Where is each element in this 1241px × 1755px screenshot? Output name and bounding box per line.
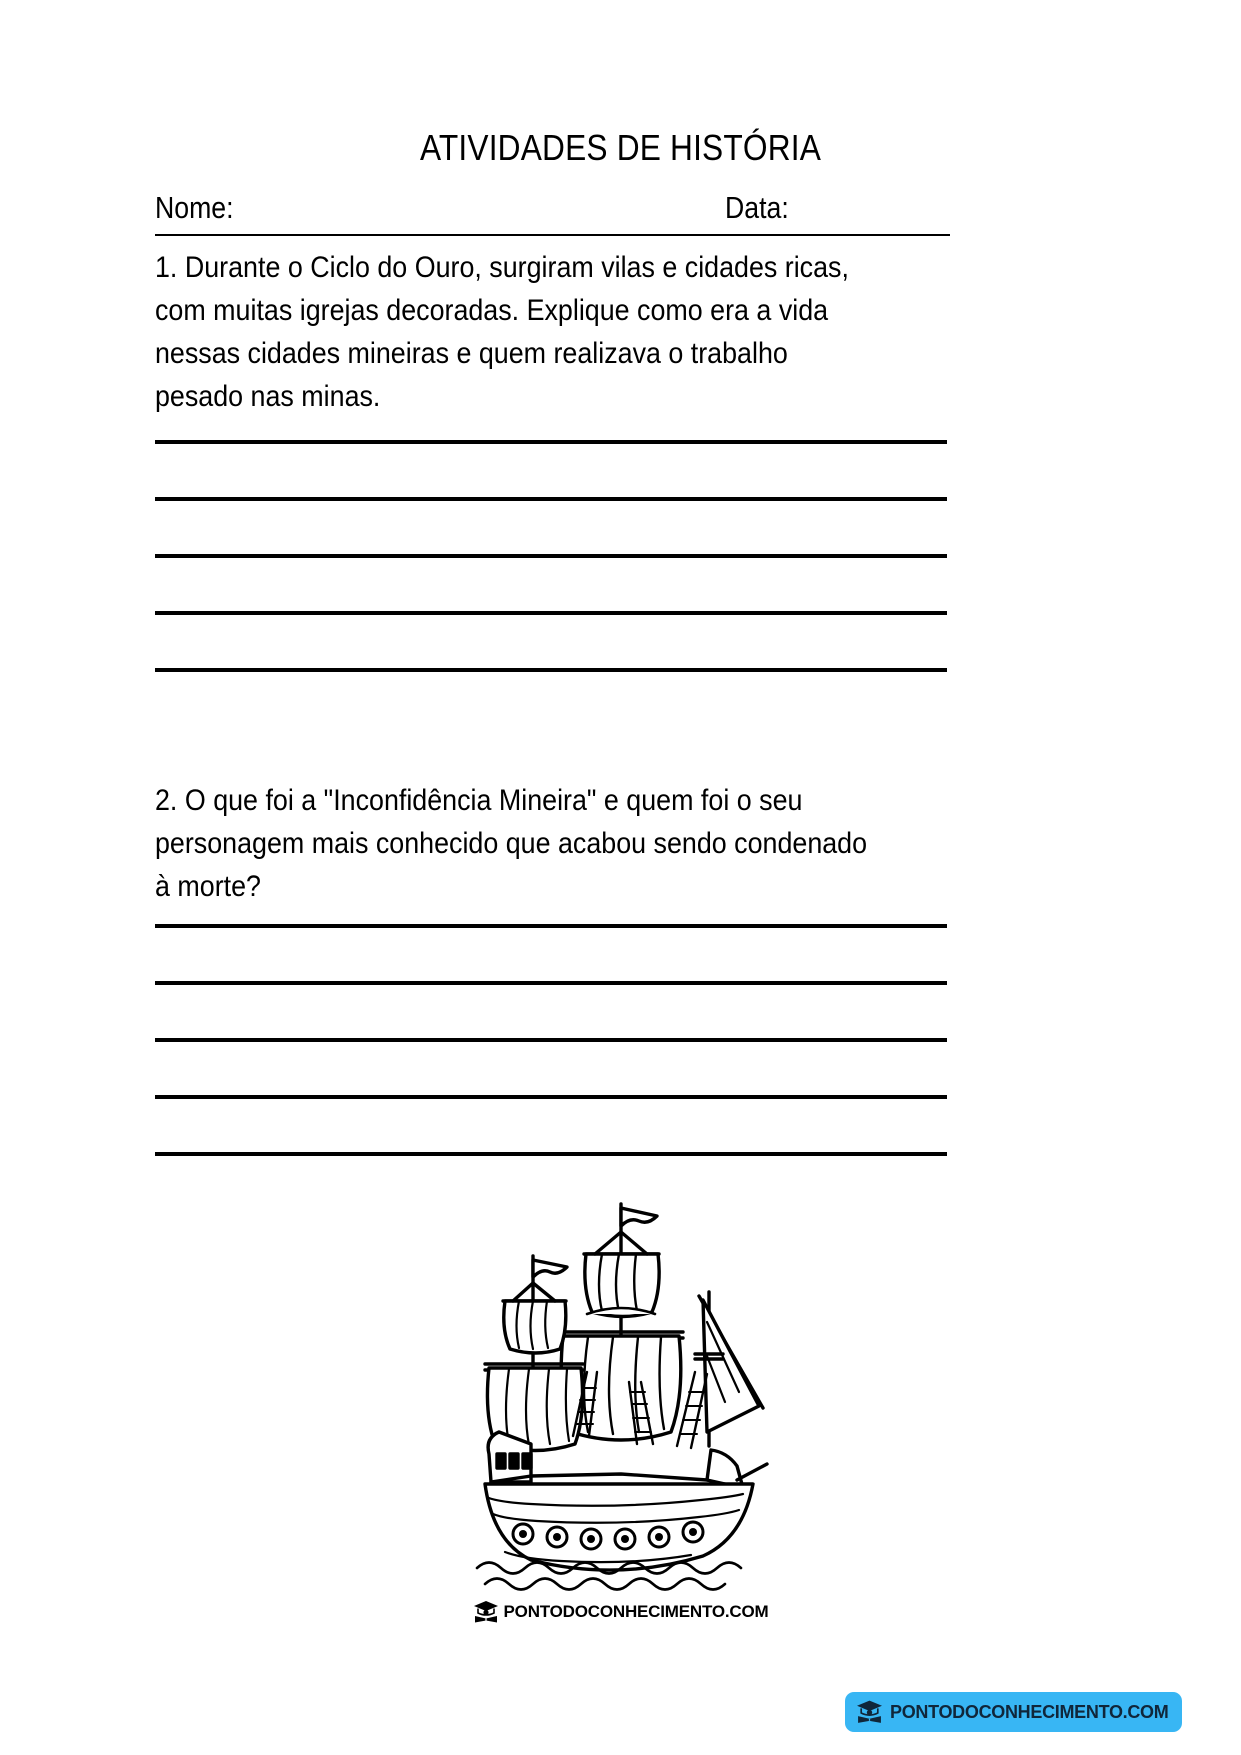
student-identity-row xyxy=(155,188,950,236)
question-1 xyxy=(155,246,955,418)
answer-lines-question-1 xyxy=(155,440,947,672)
name-field-label: Nome: xyxy=(155,190,234,225)
question-1-text-line: 1. Durante o Ciclo do Ouro, surgiram vilas e cidades ricas, xyxy=(155,251,849,284)
question-2-text-line: à morte? xyxy=(155,870,261,903)
answer-line[interactable] xyxy=(155,611,947,615)
brand-badge[interactable] xyxy=(845,1692,1182,1732)
illustration-credit xyxy=(0,1600,1241,1624)
answer-line[interactable] xyxy=(155,924,947,928)
answer-line[interactable] xyxy=(155,1095,947,1099)
caravel-ship-icon xyxy=(471,1196,771,1596)
graduation-cap-book-icon xyxy=(473,1600,499,1624)
caravel-ship-illustration xyxy=(0,1196,1241,1596)
question-1-text-line: pesado nas minas. xyxy=(155,380,381,413)
answer-line[interactable] xyxy=(155,1038,947,1042)
answer-line[interactable] xyxy=(155,497,947,501)
page-title: ATIVIDADES DE HISTÓRIA xyxy=(419,127,822,168)
question-2 xyxy=(155,779,955,908)
illustration-credit-text: PONTODOCONHECIMENTO.COM xyxy=(503,1602,769,1621)
answer-line[interactable] xyxy=(155,981,947,985)
question-1-text-line: com muitas igrejas decoradas. Explique como era a vida xyxy=(155,294,829,327)
answer-line[interactable] xyxy=(155,554,947,558)
date-field-label: Data: xyxy=(725,190,789,225)
question-2-text-line: 2. O que foi a "Inconfidência Mineira" e quem foi o seu xyxy=(155,784,803,817)
graduation-cap-book-icon xyxy=(856,1699,883,1725)
answer-lines-question-2 xyxy=(155,924,947,1156)
brand-badge-text: PONTODOCONHECIMENTO.COM xyxy=(890,1702,1169,1722)
answer-line[interactable] xyxy=(155,440,947,444)
question-1-text-line: nessas cidades mineiras e quem realizava o trabalho xyxy=(155,337,788,370)
answer-line[interactable] xyxy=(155,1152,947,1156)
question-2-text-line: personagem mais conhecido que acabou sendo condenado xyxy=(155,827,868,860)
answer-line[interactable] xyxy=(155,668,947,672)
